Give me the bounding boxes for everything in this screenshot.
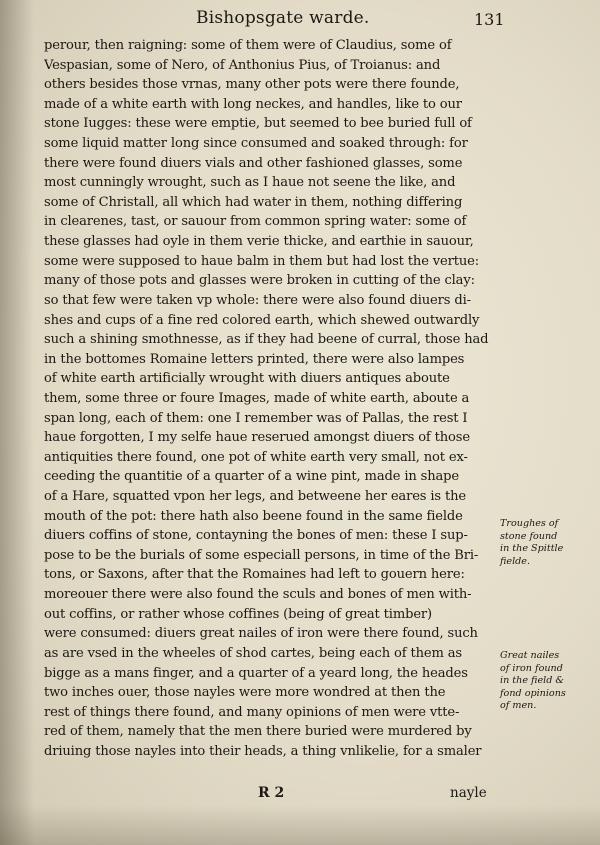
marginal-note-line: in the field &: [500, 675, 564, 686]
text-line: bigge as a mans finger, and a quarter of a yeard long, the heades: [44, 665, 468, 681]
text-line: out coffins, or rather whose coffines (being of great timber): [44, 606, 432, 622]
text-line: some of Christall, all which had water in them, nothing differing: [44, 194, 463, 210]
page-number: 131: [474, 10, 505, 29]
text-line: were consumed: diuers great nailes of iron were there found, such: [44, 626, 478, 642]
text-line: ceeding the quantitie of a quarter of a wine pint, made in shape: [44, 469, 459, 485]
catchword: nayle: [450, 785, 487, 801]
text-line: of a Hare, squatted vpon her legs, and betweene her eares is the: [44, 489, 466, 505]
signature-mark: R 2: [258, 785, 285, 801]
text-line: made of a white earth with long neckes, and handles, like to our: [44, 96, 462, 112]
text-line: there were found diuers vials and other fashioned glasses, some: [44, 155, 463, 171]
text-line: haue forgotten, I my selfe haue reserued amongst diuers of those: [44, 430, 470, 446]
text-line: these glasses had oyle in them verie thicke, and earthie in sauour,: [44, 234, 474, 250]
gutter-shadow: [0, 0, 34, 845]
marginal-note-line: stone found: [500, 530, 558, 542]
text-line: pose to be the burials of some especiall persons, in time of the Bri-: [44, 547, 479, 563]
text-line: stone Iugges: these were emptie, but seemed to bee buried full of: [44, 116, 472, 132]
text-line: mouth of the pot: there hath also beene found in the same fielde: [44, 508, 463, 524]
text-line: as are vsed in the wheeles of shod cartes, being each of them as: [44, 645, 462, 661]
body-text: [44, 36, 500, 762]
text-line: most cunningly wrought, such as I haue not seene the like, and: [44, 175, 456, 191]
text-line: some were supposed to haue balm in them but had lost the vertue:: [44, 253, 480, 269]
text-line: so that few were taken vp whole: there were also found diuers di-: [44, 292, 471, 308]
marginal-note-line: in the Spittle: [500, 543, 564, 554]
text-line: Vespasian, some of Nero, of Anthonius Pius, of Troianus: and: [44, 57, 441, 73]
text-line: span long, each of them: one I remember was of Pallas, the rest I: [44, 410, 468, 426]
marginal-note-stone-troughs: [500, 518, 596, 568]
text-line: in the bottomes Romaine letters printed, there were also lampes: [44, 351, 465, 367]
text-line: of white earth artificially wrought with diuers antiques aboute: [44, 371, 450, 387]
marginal-note-line: of iron found: [500, 662, 563, 674]
running-head: Bishopsgate warde.: [196, 8, 370, 28]
bottom-edge-shadow: [0, 805, 600, 845]
marginal-note-line: of men.: [500, 700, 537, 711]
text-line: many of those pots and glasses were broken in cutting of the clay:: [44, 273, 475, 289]
text-line: moreouer there were also found the sculs and bones of men with-: [44, 587, 472, 603]
marginal-note-line: fielde.: [500, 555, 531, 567]
text-line: tons, or Saxons, after that the Romaines had left to gouern here:: [44, 567, 465, 583]
text-line: some liquid matter long since consumed and soaked through: for: [44, 136, 468, 152]
text-line: others besides those vrnas, many other pots were there founde,: [44, 77, 460, 93]
text-line: rest of things there found, and many opinions of men were vtte-: [44, 704, 460, 720]
text-line: them, some three or foure Images, made of white earth, aboute a: [44, 390, 470, 406]
marginal-note-line: Great nailes: [500, 650, 560, 661]
text-line: two inches ouer, those nayles were more wondred at then the: [44, 685, 446, 701]
text-line: red of them, namely that the men there buried were murdered by: [44, 724, 472, 740]
marginal-note-line: Troughes of: [500, 518, 559, 529]
text-line: perour, then raigning: some of them were of Claudius, some of: [44, 38, 452, 53]
text-line: diuers coffins of stone, contayning the bones of men: these I sup-: [44, 528, 468, 544]
text-line: shes and cups of a fine red colored earth, which shewed outwardly: [44, 312, 480, 328]
text-line: driuing those nayles into their heads, a thing vnlikelie, for a smaler: [44, 743, 482, 759]
text-line: antiquities there found, one pot of white earth very small, not ex-: [44, 449, 468, 465]
text-line: in clearenes, tast, or sauour from common spring water: some of: [44, 214, 467, 230]
text-line: such a shining smothnesse, as if they had beene of curral, those had: [44, 332, 489, 348]
marginal-note-iron-nails: [500, 650, 596, 713]
marginal-note-line: fond opinions: [500, 687, 566, 699]
